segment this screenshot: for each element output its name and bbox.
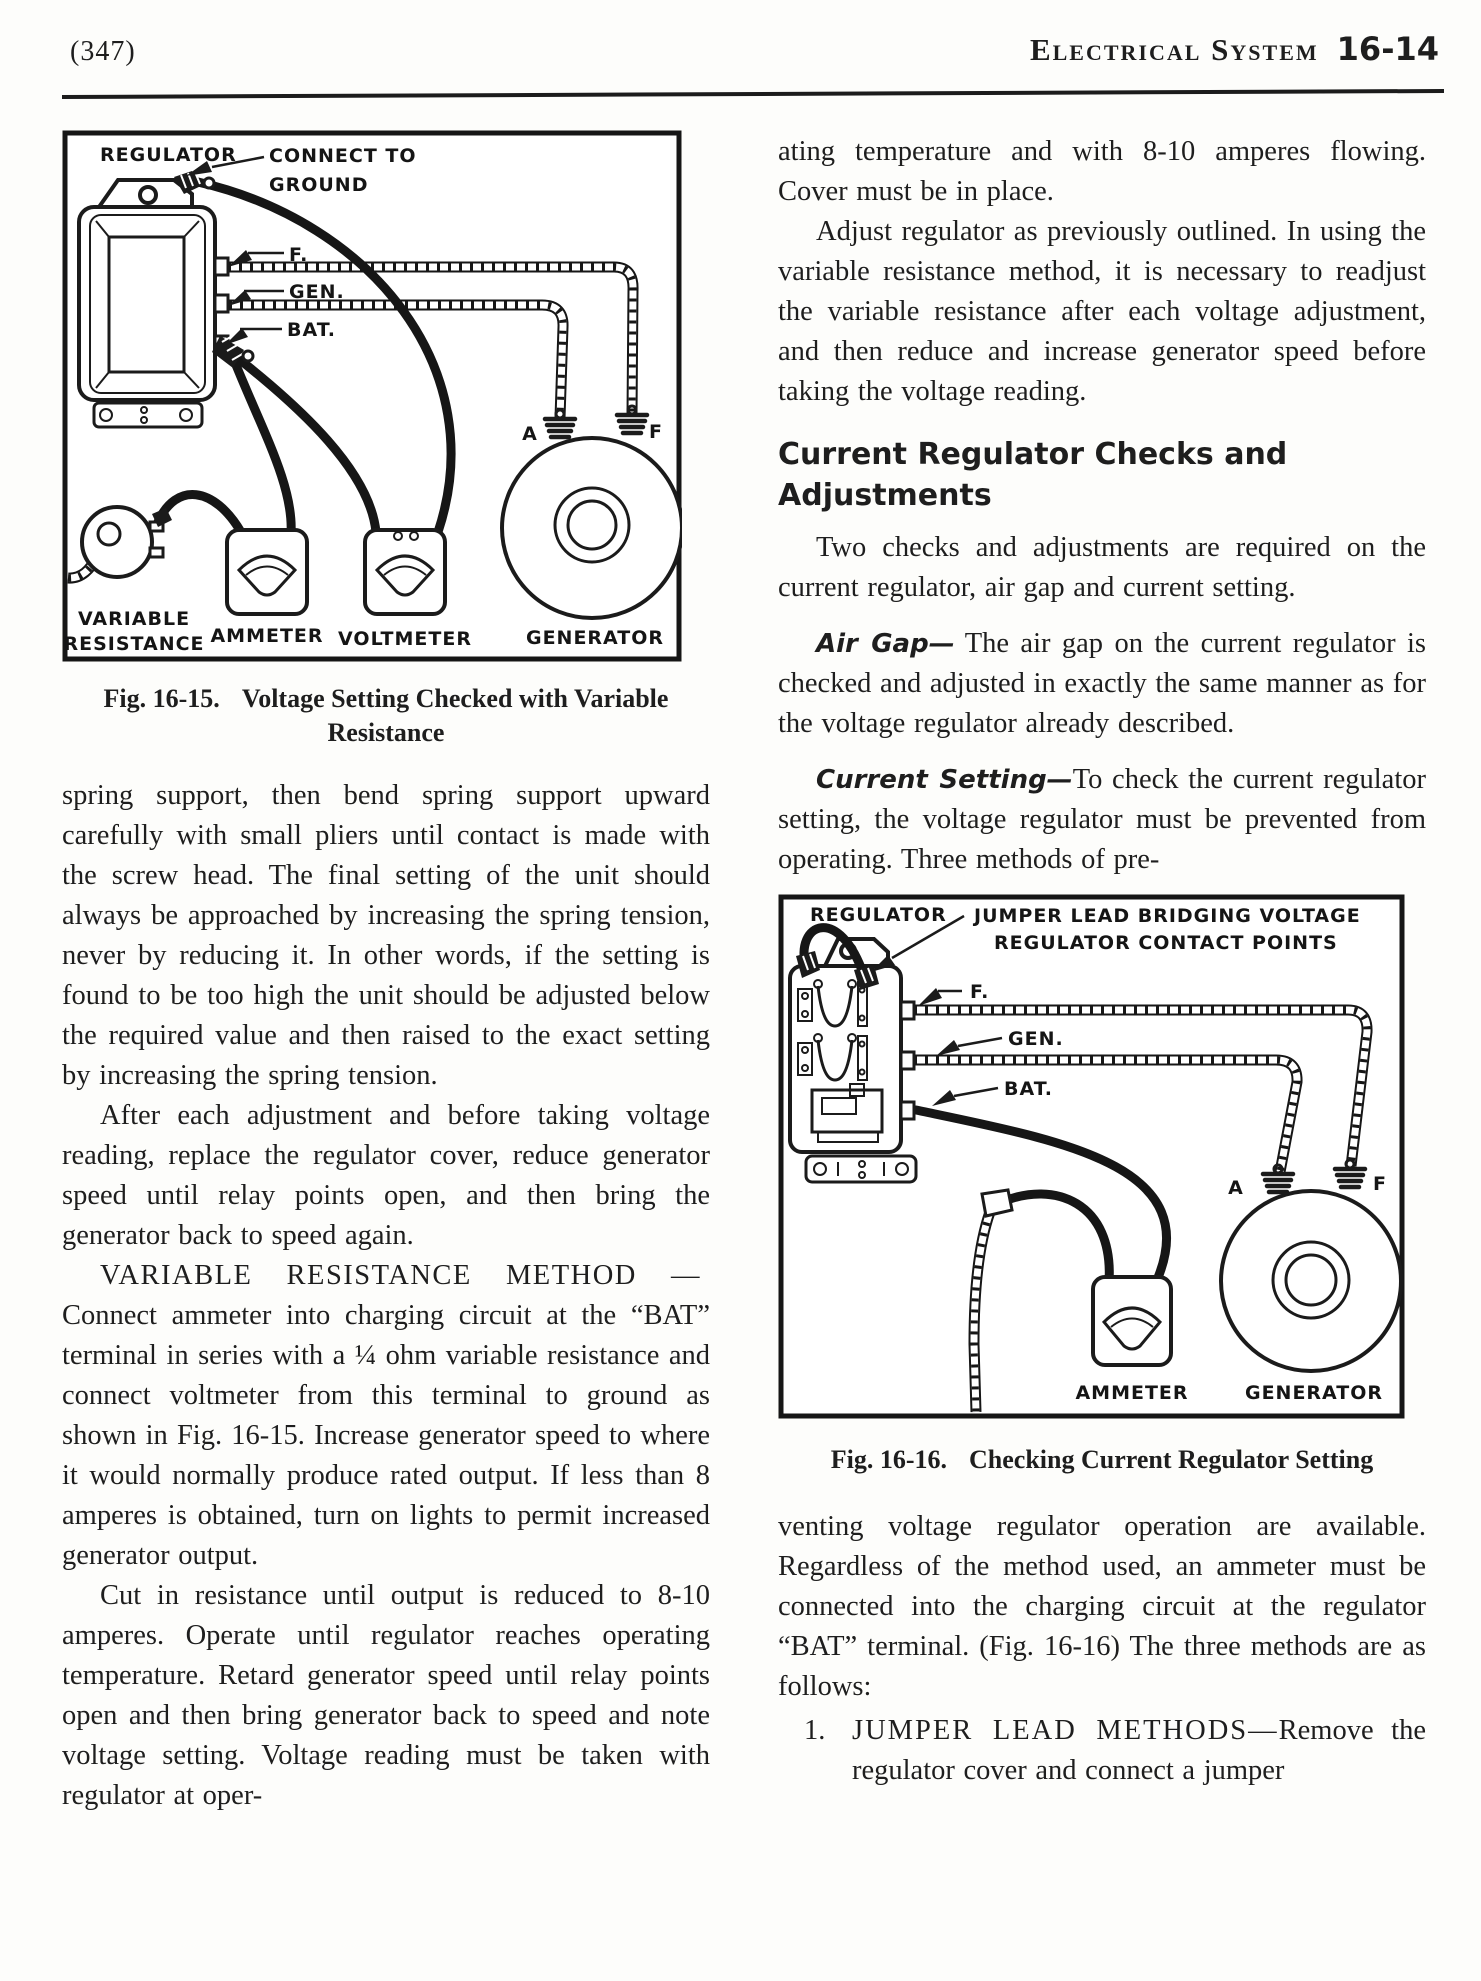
fig15-label-ammeter: AMMETER [210,625,324,647]
para-current-setting [778,760,1426,880]
variable-resistance-method-lead: VARIABLE RESISTANCE METHOD — [100,1260,701,1291]
figure-16-15 [62,130,710,750]
list-item-number: 1. [804,1715,826,1746]
fig15-label-voltmeter: VOLTMETER [338,628,472,650]
fig15-label-post-f: F [649,421,663,443]
header-rule [62,89,1444,99]
heading-current-regulator-checks: Current Regulator Checks and Adjustments [778,437,1288,513]
air-gap-lead: Air Gap— [816,629,955,659]
fig15-ammeter-gauge [227,530,307,614]
fig16-label-f-terminal: F. [970,981,990,1003]
fig16-caption-number: Fig. 16-16. [830,1445,948,1474]
para-venting-voltage: venting voltage regulator operation are available. Regardless of the method used, an ammeter must be connected into the charging circuit at the regulator “BAT” terminal. (Fig. 16-16) The three methods are as follows: [778,1511,1426,1702]
para-air-gap [778,624,1426,744]
fig16-label-bat-terminal: BAT. [1004,1078,1054,1100]
fig15-voltmeter-gauge [365,530,445,614]
para-variable-resistance-method [62,1256,710,1576]
list-item-jumper-lead-methods [778,1711,1426,1791]
section-title: Electrical System [1029,32,1319,67]
fig15-label-f-terminal: F. [289,244,309,266]
fig15-label-ground: GROUND [269,174,369,196]
header-right [1030,30,1439,68]
fig15-label-resistance: RESISTANCE [63,633,205,655]
fig16-label-generator: GENERATOR [1244,1382,1384,1404]
fig15-diagram [62,130,682,662]
para-adjust-regulator: Adjust regulator as previously outlined. In using the variable resistance method, it is necessary to readjust the variable resistance after each voltage adjustment, and then reduce and increase generator speed before taking the voltage reading. [778,216,1426,407]
fig16-label-post-f: F [1373,1173,1387,1195]
fig15-label-variable: VARIABLE [77,608,191,630]
right-column [778,118,1426,1791]
fig15-caption-line2: Resistance [327,718,445,747]
fig15-caption-line1: Voltage Setting Checked with Variable [241,684,669,713]
fig15-label-gen-terminal: GEN. [289,281,345,303]
fig16-label-gen-terminal: GEN. [1008,1028,1064,1050]
fig16-label-jumper-line1: JUMPER LEAD BRIDGING VOLTAGE [974,905,1361,927]
fig16-ammeter-gauge [1093,1277,1171,1365]
fig16-label-jumper-line2: REGULATOR CONTACT POINTS [994,932,1338,954]
fig16-ferrule [982,1190,1012,1216]
fig15-label-bat-terminal: BAT. [287,319,337,341]
fig15-label-generator: GENERATOR [525,627,665,649]
list-item-text: Remove the regulator cover and connect a jumper [852,1715,1426,1786]
current-setting-text: To check the current regulator setting, the voltage regulator must be prevented from operating. Three methods of pre- [778,764,1426,875]
air-gap-text: The air gap on the current regulator is checked and adjusted in exactly the same manner as for the voltage regulator already described. [778,628,1426,739]
fig16-label-regulator: REGULATOR [810,904,947,926]
left-column [62,118,710,1816]
list-item-lead: JUMPER LEAD METHODS— [852,1715,1279,1746]
fig15-label-regulator: REGULATOR [100,144,237,166]
fig16-caption-text: Checking Current Regulator Setting [969,1445,1374,1474]
para-ating-temperature: ating temperature and with 8-10 amperes flowing. Cover must be in place. [778,136,1426,207]
page-header [62,30,1441,82]
para-after-each-adjustment: After each adjustment and before taking voltage reading, replace the regulator cover, reduce generator speed until relay points open, and then bring the generator back to speed again. [62,1100,710,1251]
page-ref: 16-14 [1336,30,1439,68]
fig16-caption [778,1443,1426,1477]
variable-resistance-method-text: Connect ammeter into charging circuit at the “BAT” terminal in series with a ¼ ohm variable resistance and connect voltmeter from this terminal to ground as shown in Fig. 16-15. Increase generator speed to where it would normally produce rated output. If less than 8 amperes is obtained, turn on lights to permit increased generator output. [62,1300,710,1571]
para-cut-in-resistance: Cut in resistance until output is reduced to 8-10 amperes. Operate until regulator reaches operating temperature. Retard generator speed until relay points open and then bring generator back to speed and note voltage setting. Voltage reading must be taken with regulator at oper- [62,1580,710,1811]
fig16-diagram [778,894,1405,1419]
fig15-label-post-a: A [522,423,538,445]
fig15-caption-number: Fig. 16-15. [103,684,220,713]
fig15-label-connect-to: CONNECT TO [269,145,417,167]
para-two-checks: Two checks and adjustments are required on the current regulator, air gap and current setting. [778,532,1426,603]
fig16-label-ammeter: AMMETER [1075,1382,1189,1404]
fig15-caption [62,682,710,750]
current-setting-lead: Current Setting— [816,765,1073,795]
fig16-label-post-a: A [1228,1177,1244,1199]
para-spring-support: spring support, then bend spring support upward carefully with small pliers until contact is made with the screw head. The final setting of the unit should always be approached by increasing the spring tension, never by reducing it. In other words, if the setting is found to be too high the unit should be adjusted below the required value and then raised to the exact setting by increasing the spring tension. [62,780,710,1091]
page-number: (347) [70,36,136,67]
figure-16-16 [778,894,1426,1477]
